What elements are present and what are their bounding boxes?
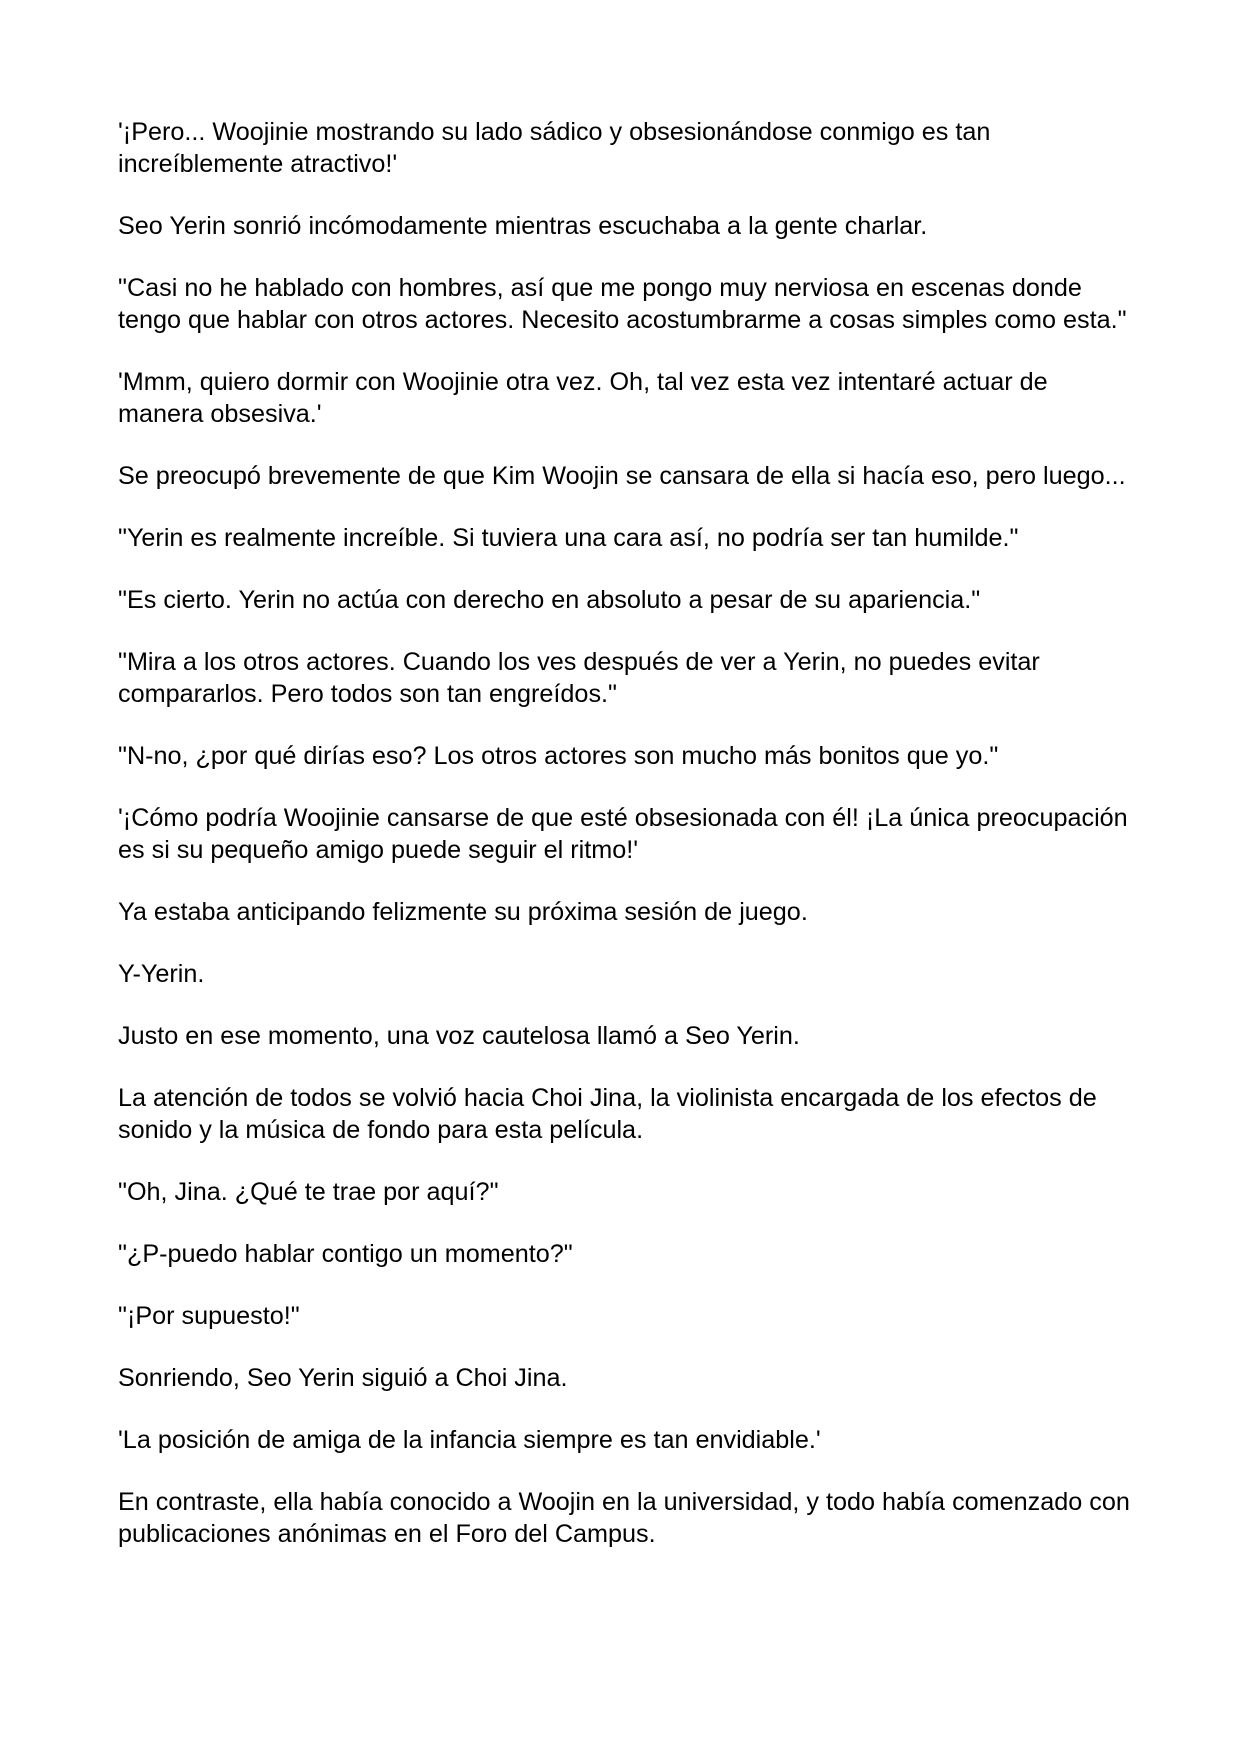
- paragraph-17: "¡Por supuesto!": [118, 1302, 300, 1330]
- paragraph-11: Ya estaba anticipando felizmente su próxima sesión de juego.: [118, 898, 808, 926]
- paragraph-10: '¡Cómo podría Woojinie cansarse de que esté obsesionada con él! ¡La única preocupación es si su pequeño amigo puede seguir el ritmo!': [118, 804, 1128, 864]
- paragraph-5: Se preocupó brevemente de que Kim Woojin se cansara de ella si hacía eso, pero luego...: [118, 462, 1126, 490]
- paragraph-20: En contraste, ella había conocido a Woojin en la universidad, y todo había comenzado con publicaciones anónimas en el Foro del Campus.: [118, 1488, 1130, 1548]
- paragraph-3: "Casi no he hablado con hombres, así que me pongo muy nerviosa en escenas donde tengo que hablar con otros actores. Necesito acostumbrarme a cosas simples como esta.": [118, 274, 1127, 334]
- paragraph-9: "N-no, ¿por qué dirías eso? Los otros actores son mucho más bonitos que yo.": [118, 742, 999, 770]
- document-body: [118, 116, 1138, 1550]
- paragraph-7: "Es cierto. Yerin no actúa con derecho en absoluto a pesar de su apariencia.": [118, 586, 981, 614]
- paragraph-16: "¿P-puedo hablar contigo un momento?": [118, 1240, 573, 1268]
- paragraph-4: 'Mmm, quiero dormir con Woojinie otra vez. Oh, tal vez esta vez intentaré actuar de manera obsesiva.': [118, 368, 1048, 428]
- paragraph-14: La atención de todos se volvió hacia Choi Jina, la violinista encargada de los efectos de sonido y la música de fondo para esta película.: [118, 1084, 1097, 1144]
- paragraph-6: "Yerin es realmente increíble. Si tuviera una cara así, no podría ser tan humilde.": [118, 524, 1019, 552]
- paragraph-13: Justo en ese momento, una voz cautelosa llamó a Seo Yerin.: [118, 1022, 800, 1050]
- paragraph-15: "Oh, Jina. ¿Qué te trae por aquí?": [118, 1178, 499, 1206]
- paragraph-1: '¡Pero... Woojinie mostrando su lado sádico y obsesionándose conmigo es tan increíblemente atractivo!': [118, 118, 991, 178]
- paragraph-8: "Mira a los otros actores. Cuando los ves después de ver a Yerin, no puedes evitar compararlos. Pero todos son tan engreídos.": [118, 648, 1040, 708]
- paragraph-19: 'La posición de amiga de la infancia siempre es tan envidiable.': [118, 1426, 821, 1454]
- paragraph-2: Seo Yerin sonrió incómodamente mientras escuchaba a la gente charlar.: [118, 212, 928, 240]
- paragraph-12: Y-Yerin.: [118, 960, 205, 988]
- paragraph-18: Sonriendo, Seo Yerin siguió a Choi Jina.: [118, 1364, 568, 1392]
